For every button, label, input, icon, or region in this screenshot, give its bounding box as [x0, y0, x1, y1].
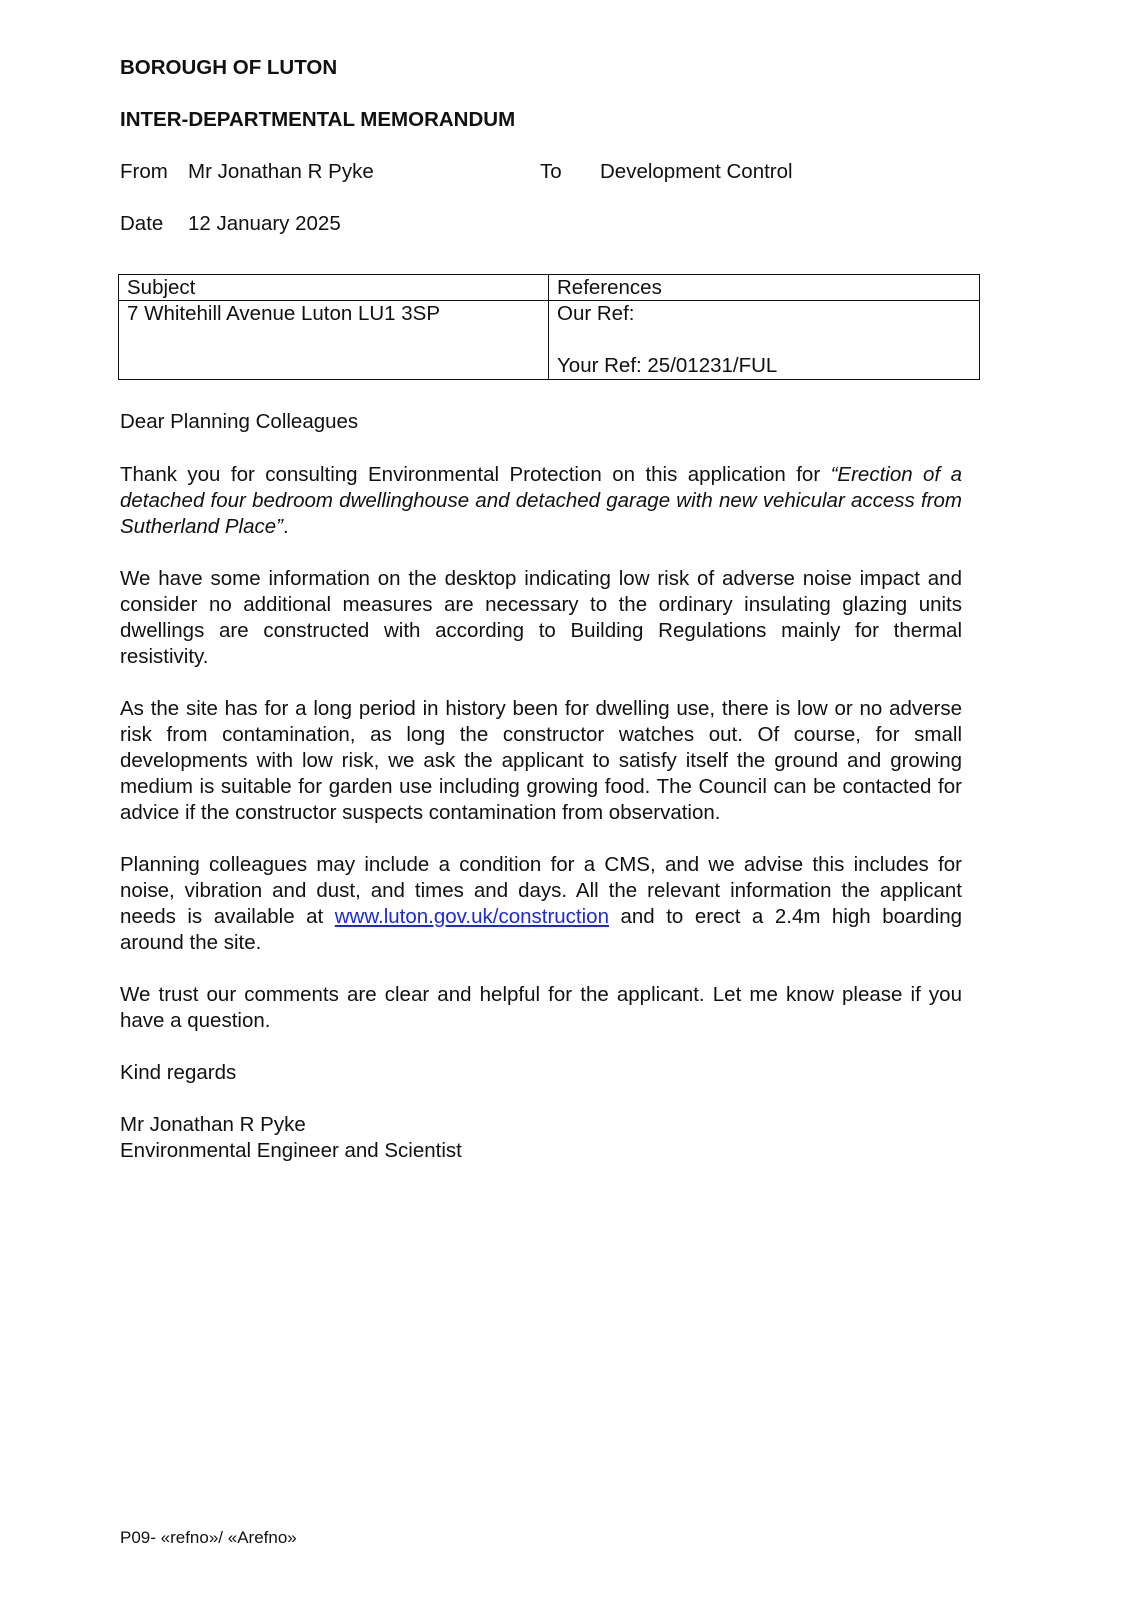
p4-end: and to erect a 2.4m high boarding around the site. [120, 905, 962, 954]
date-label: Date [120, 212, 164, 235]
p1-end: . [282, 515, 289, 538]
references-header: References [549, 275, 980, 301]
subject-header: Subject [119, 275, 549, 301]
paragraph-cms [120, 852, 962, 956]
construction-link[interactable]: www.luton.gov.uk/construction [334, 905, 609, 928]
subject-references-table [118, 274, 980, 380]
paragraph-closing: We trust our comments are clear and helpful for the applicant. Let me know please if you have a question. [120, 983, 962, 1032]
from-label: From [120, 160, 168, 183]
footer-reference: P09- «refno»/ «Arefno» [120, 1528, 297, 1547]
date-value: 12 January 2025 [188, 212, 341, 235]
p1-text: Thank you for consulting Environmental Protection on this application for [120, 463, 831, 486]
from-value: Mr Jonathan R Pyke [188, 160, 374, 183]
organisation-heading: BOROUGH OF LUTON [120, 56, 338, 79]
document-type-heading: INTER-DEPARTMENTAL MEMORANDUM [120, 108, 516, 131]
to-value: Development Control [600, 160, 793, 183]
references-cell [549, 301, 980, 380]
letter-body [120, 462, 962, 1164]
paragraph-consultation [120, 462, 962, 540]
paragraph-contamination: As the site has for a long period in history been for dwelling use, there is low or no adverse risk from contamination, as long the constructor watches out. Of course, for small developments with low risk, we ask the applicant to satisfy itself the ground and growing medium is suitable for garden use including growing food. The Council can be contacted for advice if the constructor suspects contamination from observation. [120, 697, 962, 824]
to-label: To [540, 160, 562, 183]
signature-title: Environmental Engineer and Scientist [120, 1139, 462, 1162]
subject-value: 7 Whitehill Avenue Luton LU1 3SP [119, 301, 549, 380]
signature-name: Mr Jonathan R Pyke [120, 1113, 306, 1136]
p4-text: Planning colleagues may include a condition for a CMS, and we advise this includes for noise, vibration and dust, and times and days. All the relevant information the applicant needs is available at [120, 853, 962, 928]
salutation: Dear Planning Colleagues [120, 410, 359, 433]
paragraph-noise: We have some information on the desktop indicating low risk of adverse noise impact and consider no additional measures are necessary to the ordinary insulating glazing units dwellings are constructed with according to Building Regulations mainly for thermal resistivity. [120, 567, 962, 668]
closing: Kind regards [120, 1061, 237, 1084]
your-ref: Your Ref: 25/01231/FUL [557, 354, 778, 377]
application-description: “Erection of a detached four bedroom dwellinghouse and detached garage with new vehicular access from Sutherland Place” [120, 463, 962, 538]
our-ref: Our Ref: [557, 302, 635, 325]
